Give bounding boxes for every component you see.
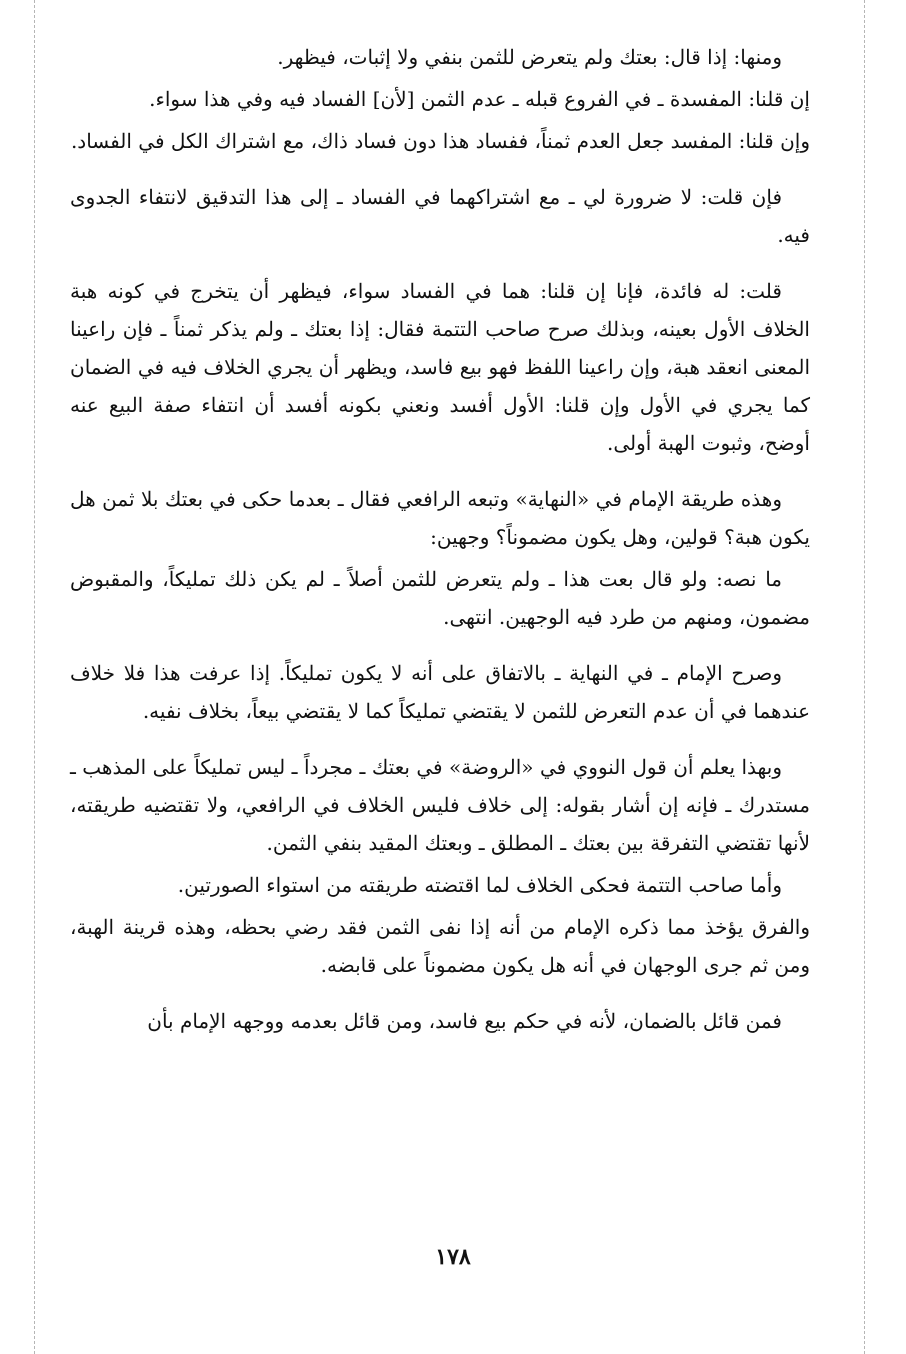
paragraph: ومنها: إذا قال: بعتك ولم يتعرض للثمن بنفي ولا إثبات، فيظهر.	[277, 45, 782, 69]
page-number: ١٧٨	[435, 1244, 471, 1270]
paragraph: وأما صاحب التتمة فحكى الخلاف لما اقتضته طريقته من استواء الصورتين.	[177, 873, 782, 897]
left-margin-rule	[34, 0, 35, 1354]
paragraph: قلت: له فائدة، فإنا إن قلنا: هما في الفساد سواء، فيظهر أن يتخرج في كونه هبة الخلاف الأول بعينه، وبذلك صرح صاحب التتمة فقال: إذا بعتك ـ ولم يذكر ثمناً ـ فإن راعينا المعنى انعقد هبة، وإن راعينا اللفظ فهو بيع فاسد، ويظهر أن يجري الخلاف فيه في الضمان كما يجري في الأول وإن قلنا: الأول أفسد ونعني بكونه أفسد أن انتفاء صفة البيع عنه أوضح، وثبوت الهبة أولى.	[70, 279, 810, 455]
body-text	[70, 38, 810, 1040]
paragraph: وإن قلنا: المفسد جعل العدم ثمناً، ففساد هذا دون فساد ذاك، مع اشتراك الكل في الفساد.	[70, 129, 810, 153]
paragraph: فإن قلت: لا ضرورة لي ـ مع اشتراكهما في الفساد ـ إلى هذا التدقيق لانتفاء الجدوى فيه.	[70, 185, 810, 247]
paragraph: والفرق يؤخذ مما ذكره الإمام من أنه إذا نفى الثمن فقد رضي بحظه، وهذه قرينة الهبة، ومن ثم جرى الوجهان في أنه هل يكون مضموناً على قابضه.	[70, 915, 810, 977]
paragraph: فمن قائل بالضمان، لأنه في حكم بيع فاسد، ومن قائل بعدمه ووجهه الإمام بأن	[147, 1009, 782, 1033]
paragraph: وهذه طريقة الإمام في «النهاية» وتبعه الرافعي فقال ـ بعدما حكى في بعتك بلا ثمن هل يكون هبة؟ قولين، وهل يكون مضموناً؟ وجهين:	[70, 487, 810, 549]
paragraph: إن قلنا: المفسدة ـ في الفروع قبله ـ عدم الثمن [لأن] الفساد فيه وفي هذا سواء.	[149, 87, 810, 111]
paragraph: وصرح الإمام ـ في النهاية ـ بالاتفاق على أنه لا يكون تمليكاً. إذا عرفت هذا فلا خلاف عندهما في أن عدم التعرض للثمن لا يقتضي تمليكاً كما لا يقتضي بيعاً، بخلاف نفيه.	[70, 661, 810, 723]
right-margin-rule	[864, 0, 865, 1354]
paragraph: وبهذا يعلم أن قول النووي في «الروضة» في بعتك ـ مجرداً ـ ليس تمليكاً على المذهب ـ مستدرك ـ فإنه إن أشار بقوله: إلى خلاف فليس الخلاف في الرافعي، ولا تقتضيه طريقته، لأنها تقتضي التفرقة بين بعتك ـ المطلق ـ وبعتك المقيد بنفي الثمن.	[70, 755, 810, 855]
paragraph: ما نصه: ولو قال بعت هذا ـ ولم يتعرض للثمن أصلاً ـ لم يكن ذلك تمليكاً، والمقبوض مضمون، ومنهم من طرد فيه الوجهين. انتهى.	[70, 567, 810, 629]
